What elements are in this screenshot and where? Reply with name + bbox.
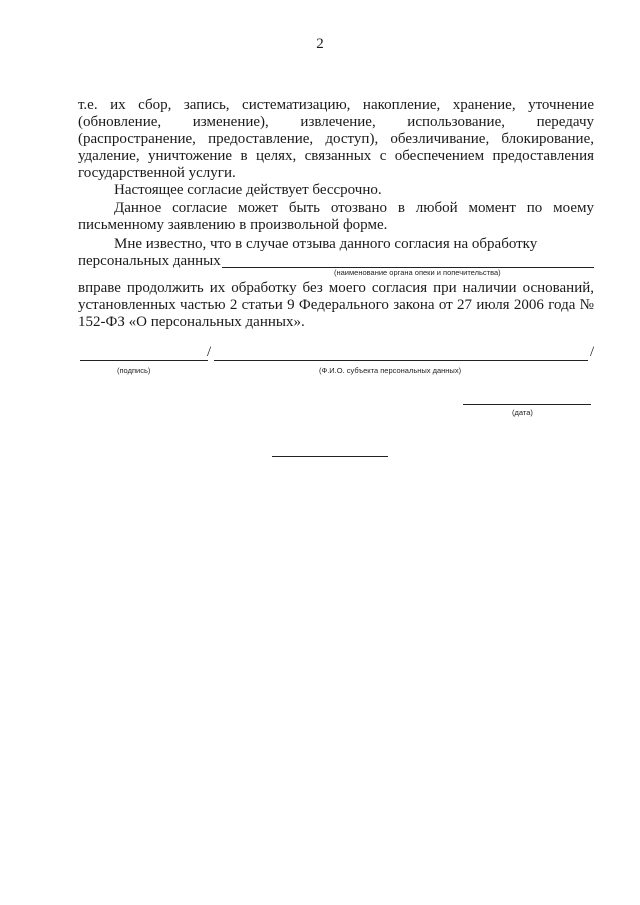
- date-fill-line[interactable]: [463, 404, 591, 405]
- continuation-paragraph: вправе продолжить их обработку без моего согласия при наличии оснований, установленных частью 2 статьи 9 Федерального закона от 27 июля 2006 года № 152-ФЗ «О персональных данных».: [78, 280, 594, 330]
- signature-caption: (подпись): [117, 366, 151, 375]
- fio-caption: (Ф.И.О. субъекта персональных данных): [319, 366, 462, 375]
- awareness-line-2-prefix: персональных данных: [78, 253, 221, 269]
- signature-fill-line[interactable]: [80, 360, 208, 361]
- consent-actions-paragraph: т.е. их сбор, запись, систематизацию, накопление, хранение, уточнение (обновление, изменение), извлечение, использование, передачу (распространение, предоставление, доступ), обезличивание, блокирование, удаление, уничтожение в целях, связанных с обеспечением предоставления государственной услуги.: [78, 97, 594, 181]
- validity-paragraph: Настоящее согласие действует бессрочно.: [114, 182, 382, 198]
- signature-separator: /: [207, 344, 212, 360]
- organ-caption: (наименование органа опеки и попечительства): [334, 268, 501, 277]
- fio-fill-line[interactable]: [214, 360, 588, 361]
- awareness-line-1: Мне известно, что в случае отзыва данного согласия на обработку: [114, 236, 538, 252]
- page-number: 2: [316, 36, 324, 52]
- revocation-paragraph: Данное согласие может быть отозвано в любой момент по моему письменному заявлению в произвольной форме.: [78, 200, 594, 233]
- fio-end-separator: /: [590, 344, 595, 360]
- date-caption: (дата): [512, 408, 533, 417]
- end-of-document-rule: [272, 456, 388, 457]
